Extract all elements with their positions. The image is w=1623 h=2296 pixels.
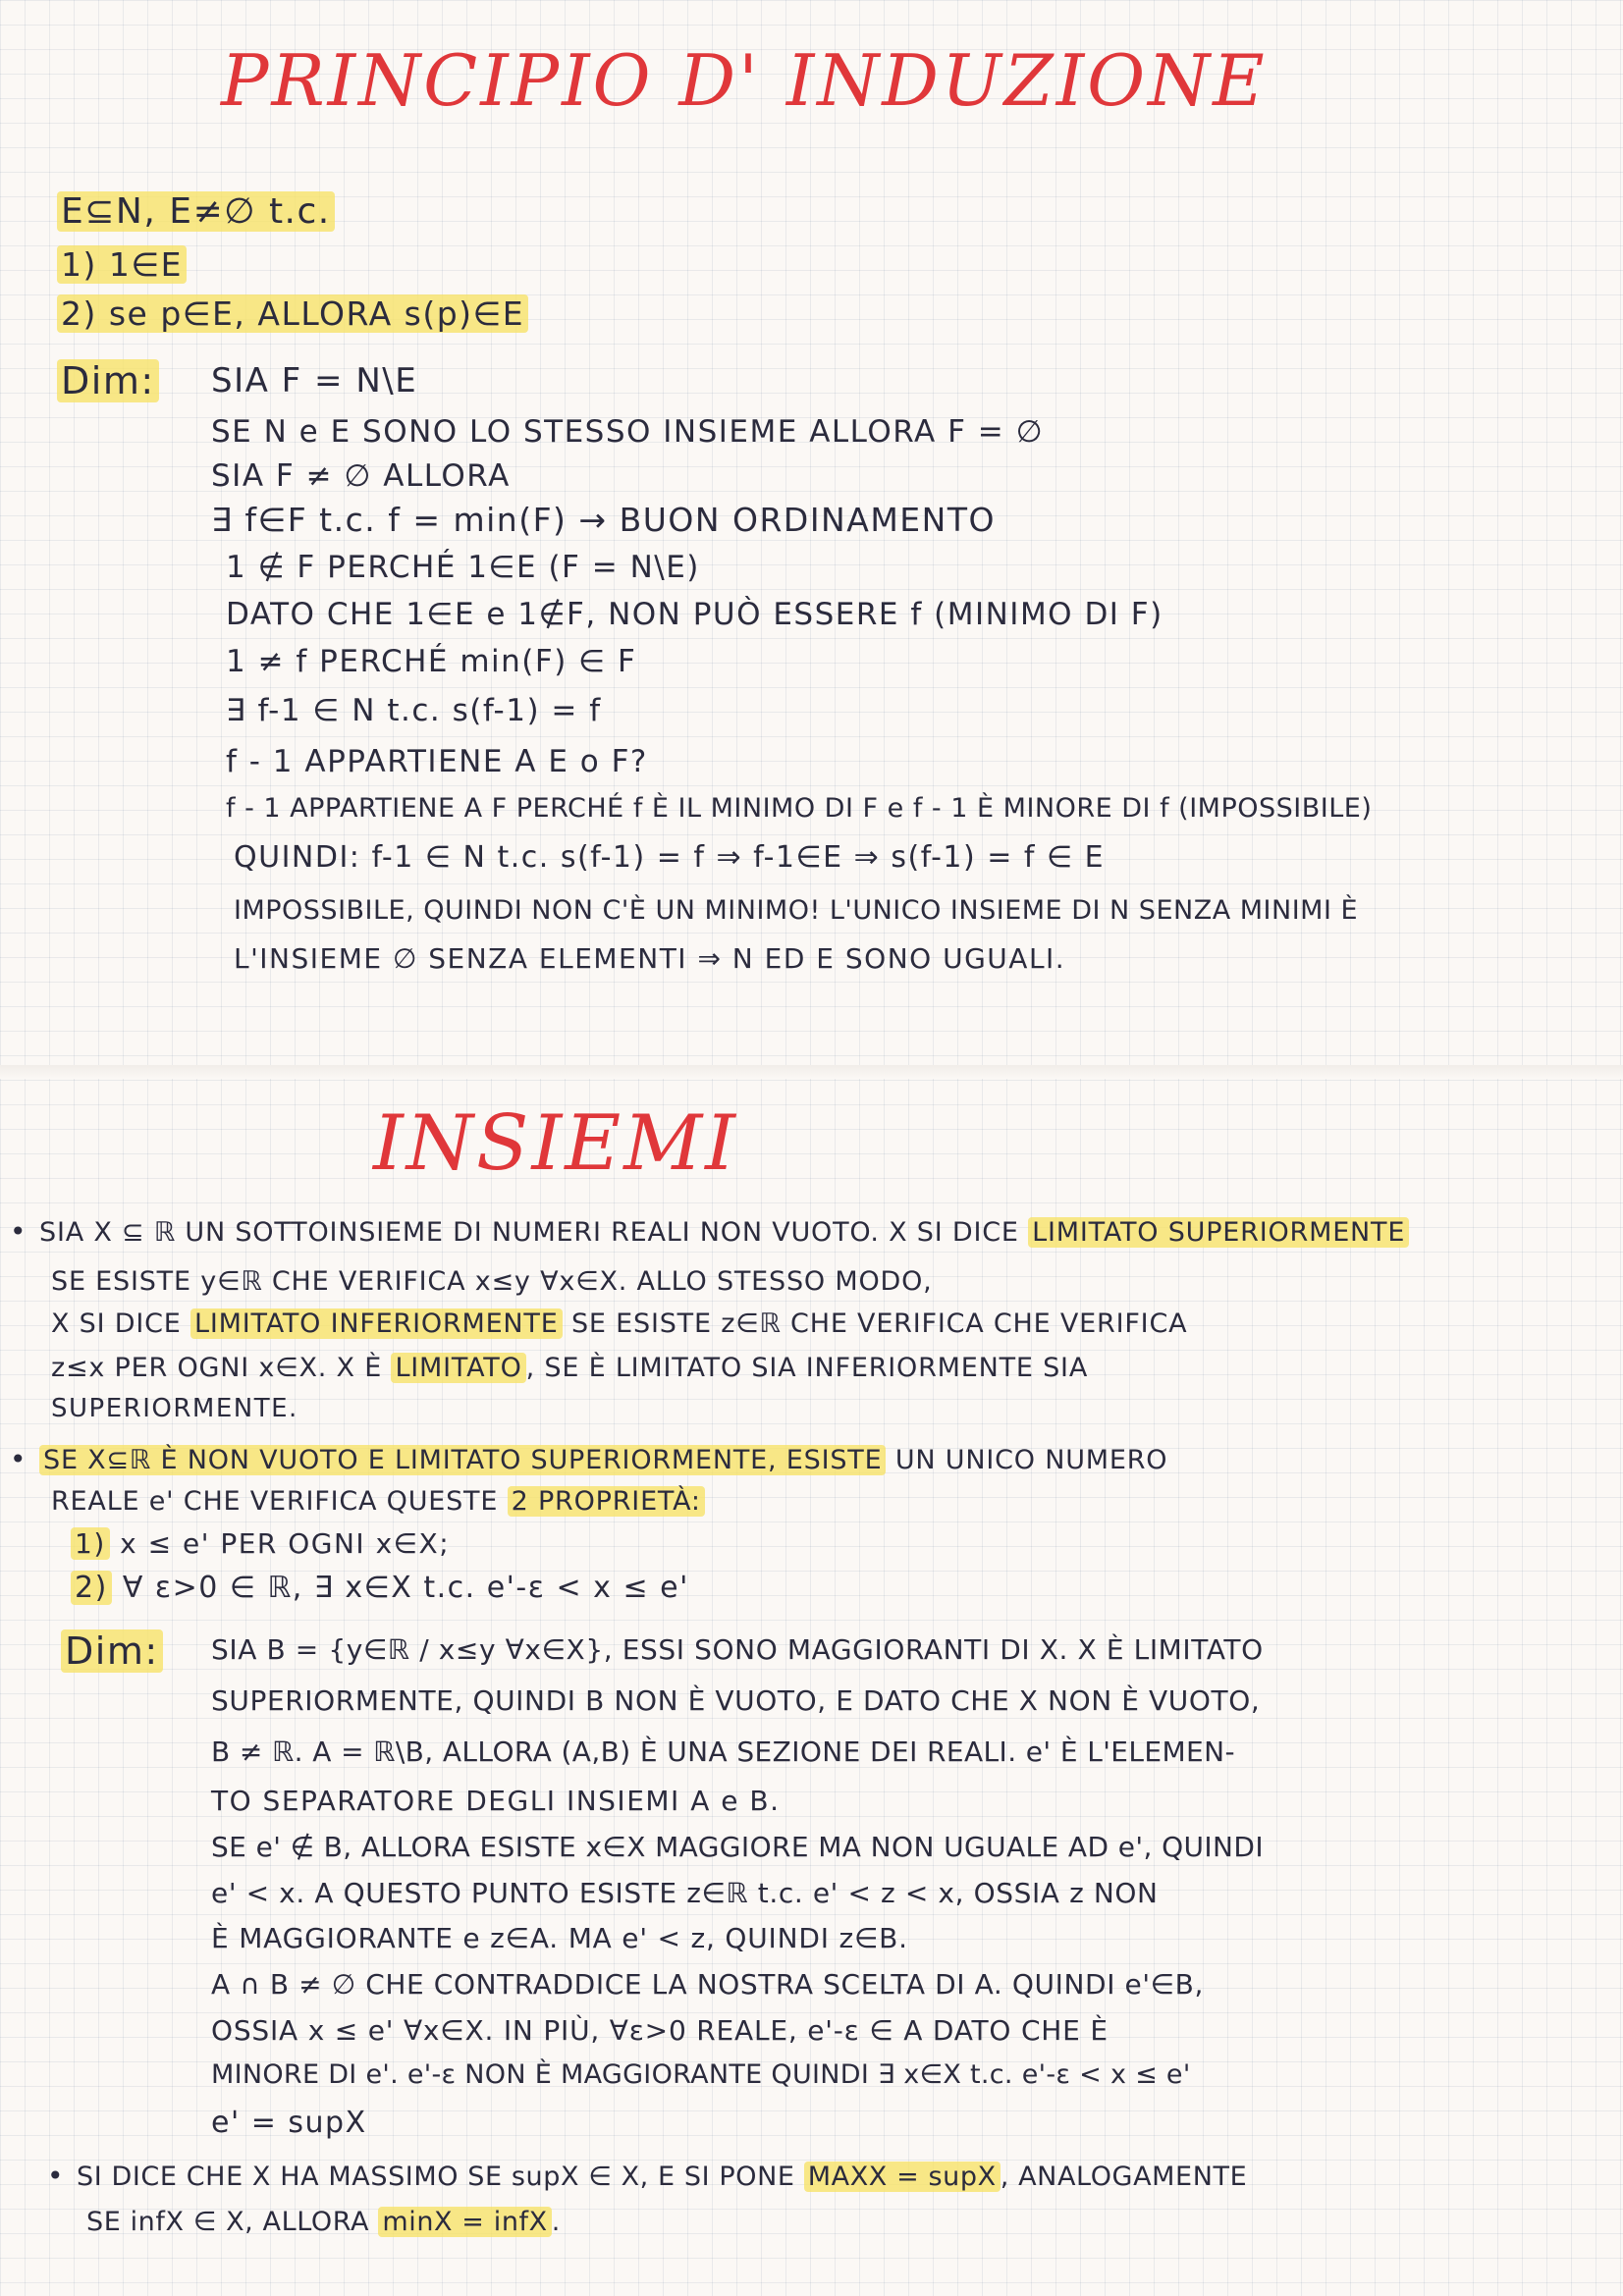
highlight-sup-statement: SE X⊆ℝ È NON VUOTO E LIMITATO SUPERIORMENTE, ESISTE (39, 1445, 886, 1475)
condition-1-text: 1) 1∈E (57, 245, 187, 284)
sets-proof-line: SIA B = {y∈ℝ / x≤y ∀x∈X}, ESSI SONO MAGGIORANTI DI X. X È LIMITATO (211, 1633, 1264, 1666)
sets-proof-line: È MAGGIORANTE e z∈A. MA e' < z, QUINDI z∈B. (211, 1922, 908, 1954)
sets-p1-text: , SE È LIMITATO SIA INFERIORMENTE SIA (525, 1353, 1089, 1383)
sets-p2-line (10, 1443, 1167, 1475)
item-1-number: 1) (71, 1527, 110, 1560)
sheet-divider (0, 1065, 1623, 1079)
sets-p1-text: X SI DICE (51, 1308, 182, 1339)
highlight-min: minX = infX (378, 2207, 551, 2237)
highlight-limited-above: LIMITATO SUPERIORMENTE (1028, 1217, 1409, 1248)
induction-proof-line: 1 ≠ f PERCHÉ min(F) ∈ F (226, 644, 637, 679)
sets-p2-item-1 (71, 1527, 450, 1560)
sets-p3-line (47, 2160, 1247, 2192)
induction-dim-label (57, 359, 159, 402)
condition-2-text: 2) se p∈E, ALLORA s(p)∈E (57, 294, 528, 333)
sets-proof-line: B ≠ ℝ. A = ℝ\B, ALLORA (A,B) È UNA SEZIONE DEI REALI. e' È L'ELEMEN- (211, 1735, 1235, 1768)
sets-proof-line: A ∩ B ≠ ∅ CHE CONTRADDICE LA NOSTRA SCELTA DI A. QUINDI e'∈B, (211, 1968, 1204, 2001)
induction-proof-line: QUINDI: f-1 ∈ N t.c. s(f-1) = f ⇒ f-1∈E ⇒ s(f-1) = f ∈ E (234, 840, 1106, 875)
bullet-icon: • (10, 1215, 27, 1248)
sets-proof-line: e' = supX (211, 2106, 367, 2140)
sets-p3-text: SE infX ∈ X, ALLORA (86, 2207, 370, 2237)
sets-p1-line (51, 1308, 1187, 1339)
induction-condition-1 (57, 245, 187, 284)
induction-title: PRINCIPIO D' INDUZIONE (221, 39, 1268, 122)
sets-proof-line: MINORE DI e'. e'-ε NON È MAGGIORANTE QUINDI ∃ x∈X t.c. e'-ε < x ≤ e' (211, 2059, 1191, 2090)
sets-p1-text: SIA X ⊆ ℝ UN SOTTOINSIEME DI NUMERI REALI NON VUOTO. X SI DICE (39, 1217, 1019, 1248)
induction-proof-line: DATO CHE 1∈E e 1∉F, NON PUÒ ESSERE f (MINIMO DI F) (226, 597, 1163, 632)
induction-proof-line: SIA F = N\E (211, 361, 418, 400)
bullet-icon: • (10, 1443, 27, 1475)
induction-hypothesis (57, 191, 335, 232)
sets-p1-line (51, 1353, 1088, 1383)
hypothesis-text: E⊆N, E≠∅ t.c. (57, 191, 335, 232)
sets-p1-text: z≤x PER OGNI x∈X. X È (51, 1353, 383, 1383)
induction-proof-line: SIA F ≠ ∅ ALLORA (211, 458, 511, 494)
dim-label-text: Dim: (61, 1629, 163, 1673)
bullet-icon: • (47, 2160, 65, 2192)
item-2-text: ∀ ε>0 ∈ ℝ, ∃ x∈X t.c. e'-ε < x ≤ e' (122, 1571, 689, 1605)
sets-p3-text: SI DICE CHE X HA MASSIMO SE supX ∈ X, E SI PONE (77, 2162, 795, 2192)
sets-dim-label (61, 1629, 163, 1673)
sets-p3-text: , ANALOGAMENTE (1000, 2162, 1248, 2192)
sets-p2-text: REALE e' CHE VERIFICA QUESTE (51, 1486, 499, 1517)
induction-proof-line: L'INSIEME ∅ SENZA ELEMENTI ⇒ N ED E SONO UGUALI. (234, 942, 1066, 975)
sets-p2-line (51, 1486, 705, 1517)
sets-proof-line: OSSIA x ≤ e' ∀x∈X. IN PIÙ, ∀ε>0 REALE, e'-ε ∈ A DATO CHE È (211, 2014, 1109, 2047)
sets-proof-line: e' < x. A QUESTO PUNTO ESISTE z∈ℝ t.c. e' < z < x, OSSIA z NON (211, 1877, 1159, 1909)
highlight-two-properties: 2 PROPRIETÀ: (508, 1486, 705, 1517)
sets-p3-line (86, 2207, 561, 2237)
sets-p1-line (10, 1215, 1409, 1248)
dim-label-text: Dim: (57, 359, 159, 402)
induction-proof-line: SE N e E SONO LO STESSO INSIEME ALLORA F = ∅ (211, 414, 1045, 450)
highlight-limited-below: LIMITATO INFERIORMENTE (190, 1308, 563, 1339)
sets-p2-text: UN UNICO NUMERO (894, 1445, 1168, 1475)
sets-proof-line: SE e' ∉ B, ALLORA ESISTE x∈X MAGGIORE MA NON UGUALE AD e', QUINDI (211, 1831, 1265, 1863)
induction-proof-line: IMPOSSIBILE, QUINDI NON C'È UN MINIMO! L'UNICO INSIEME DI N SENZA MINIMI È (234, 895, 1359, 926)
induction-proof-line: 1 ∉ F PERCHÉ 1∈E (F = N\E) (226, 550, 700, 585)
induction-condition-2 (57, 294, 528, 333)
sets-title: INSIEMI (373, 1099, 738, 1188)
sets-p1-line: SUPERIORMENTE. (51, 1394, 298, 1423)
induction-proof-line: f - 1 APPARTIENE A F PERCHÉ f È IL MINIMO DI F e f - 1 È MINORE DI f (IMPOSSIBILE) (226, 793, 1373, 824)
sets-p1-text: SE ESISTE z∈ℝ CHE VERIFICA CHE VERIFICA (570, 1308, 1188, 1339)
induction-proof-line: ∃ f∈F t.c. f = min(F) → BUON ORDINAMENTO (211, 501, 996, 539)
induction-proof-line: f - 1 APPARTIENE A E o F? (226, 744, 648, 779)
highlight-max: MAXX = supX (804, 2162, 1001, 2192)
sets-p1-text: SE ESISTE y∈ℝ CHE VERIFICA x≤y ∀x∈X. ALLO STESSO MODO, (51, 1266, 933, 1297)
sets-proof-line: TO SEPARATORE DEGLI INSIEMI A e B. (211, 1785, 781, 1817)
induction-proof-line: ∃ f-1 ∈ N t.c. s(f-1) = f (226, 693, 602, 728)
sets-proof-line: SUPERIORMENTE, QUINDI B NON È VUOTO, E DATO CHE X NON È VUOTO, (211, 1684, 1261, 1717)
item-2-number: 2) (71, 1571, 112, 1605)
highlight-limited: LIMITATO (391, 1353, 525, 1383)
sets-p2-item-2 (71, 1571, 689, 1605)
sets-p3-text: . (551, 2207, 561, 2237)
sets-p1-line (51, 1266, 933, 1297)
item-1-text: x ≤ e' PER OGNI x∈X; (120, 1527, 451, 1560)
